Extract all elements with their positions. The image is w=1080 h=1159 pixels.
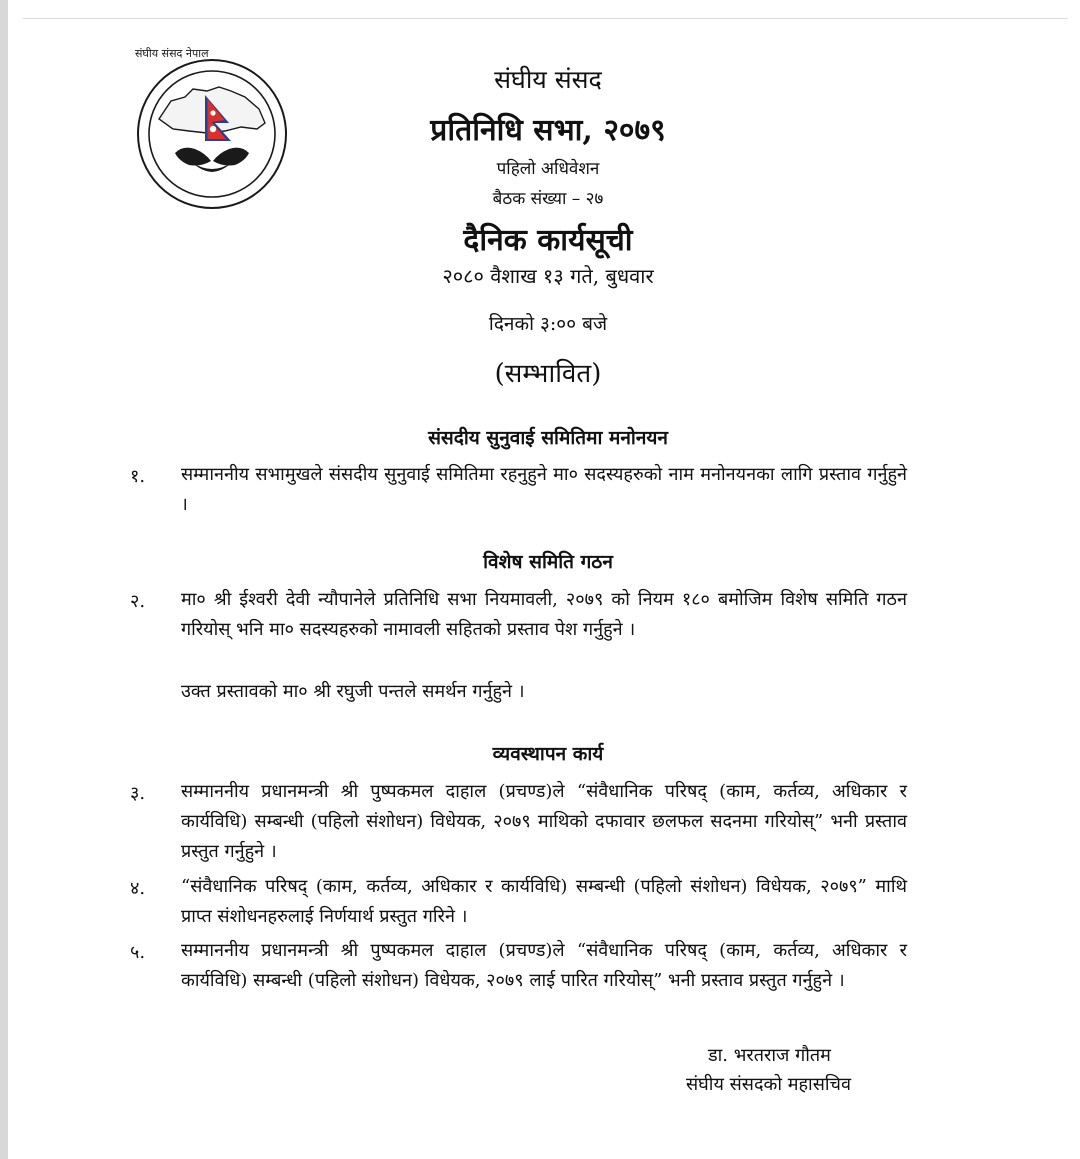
- item-number: ४.: [130, 878, 146, 899]
- item-text: “संवैधानिक परिषद् (काम, कर्तव्य, अधिकार र कार्यविधि) सम्बन्धी (पहिलो संशोधन) विधेयक, २०७९” माथि प्राप्त संशोधनहरुलाई निर्णयार्थ प्रस्तुत गरिने ।: [181, 876, 907, 927]
- signatory-name: डा. भरतराज गौतम: [708, 1045, 831, 1066]
- section-heading: संसदीय सुनुवाई समितिमा मनोनयन: [428, 427, 668, 449]
- section-heading: विशेष समिति गठन: [483, 551, 613, 573]
- viewer-left-edge: [0, 0, 8, 1159]
- agenda-date: २०८० वैशाख १३ गते, बुधवार: [442, 264, 654, 288]
- parliament-emblem-logo: [135, 47, 289, 211]
- item-number: ५.: [130, 942, 146, 963]
- page-top-rule: [23, 18, 1068, 19]
- agenda-time: दिनको ३:०० बजे: [488, 313, 608, 335]
- item-text: सम्माननीय प्रधानमन्त्री श्री पुष्पकमल दाहाल (प्रचण्ड)ले “संवैधानिक परिषद् (काम, कर्तव्य, अधिकार र कार्यविधि) सम्बन्धी (पहिलो संशोधन) विधेयक, २०७९ लाई पारित गरियोस्” भनी प्रस्ताव प्रस्तुत गर्नुहुने ।: [181, 940, 907, 991]
- item-note: उक्त प्रस्तावको मा० श्री रघुजी पन्तले समर्थन गर्नुहुने ।: [181, 681, 525, 702]
- item-text: मा० श्री ईश्वरी देवी न्यौपानेले प्रतिनिधि सभा नियमावली, २०७९ को नियम १८० बमोजिम विशेष समिति गठन गरियोस् भनि मा० सदस्यहरुको नामावली सहितको प्रस्ताव पेश गर्नुहुने ।: [181, 589, 907, 640]
- signatory-title: संघीय संसदको महासचिव: [686, 1074, 851, 1095]
- parliament-name: संघीय संसद: [494, 65, 602, 94]
- item-number: ३.: [130, 783, 146, 804]
- house-title: प्रतिनिधि सभा, २०७९: [430, 113, 666, 148]
- item-text: सम्माननीय सभामुखले संसदीय सुनुवाई समितिमा रहनुहुने मा० सदस्यहरुको नाम मनोनयनका लागि प्रस्ताव गर्नुहुने ।: [181, 464, 907, 515]
- agenda-status: (सम्भावित): [494, 359, 602, 389]
- section-heading: व्यवस्थापन कार्य: [492, 743, 604, 765]
- emblem-caption: संघीय संसद नेपाल: [135, 47, 209, 60]
- document-page: [8, 0, 1080, 1159]
- agenda-title: दैनिक कार्यसूची: [463, 223, 633, 258]
- meeting-number: बैठक संख्या – २७: [492, 189, 604, 209]
- item-number: १.: [130, 466, 146, 487]
- item-number: २.: [130, 591, 146, 612]
- item-text: सम्माननीय प्रधानमन्त्री श्री पुष्पकमल दाहाल (प्रचण्ड)ले “संवैधानिक परिषद् (काम, कर्तव्य, अधिकार र कार्यविधि) सम्बन्धी (पहिलो संशोधन) विधेयक, २०७९ माथिको दफावार छलफल सदनमा गरियोस्” भनी प्रस्ताव प्रस्तुत गर्नुहुने ।: [181, 781, 907, 862]
- session-label: पहिलो अधिवेशन: [496, 159, 600, 179]
